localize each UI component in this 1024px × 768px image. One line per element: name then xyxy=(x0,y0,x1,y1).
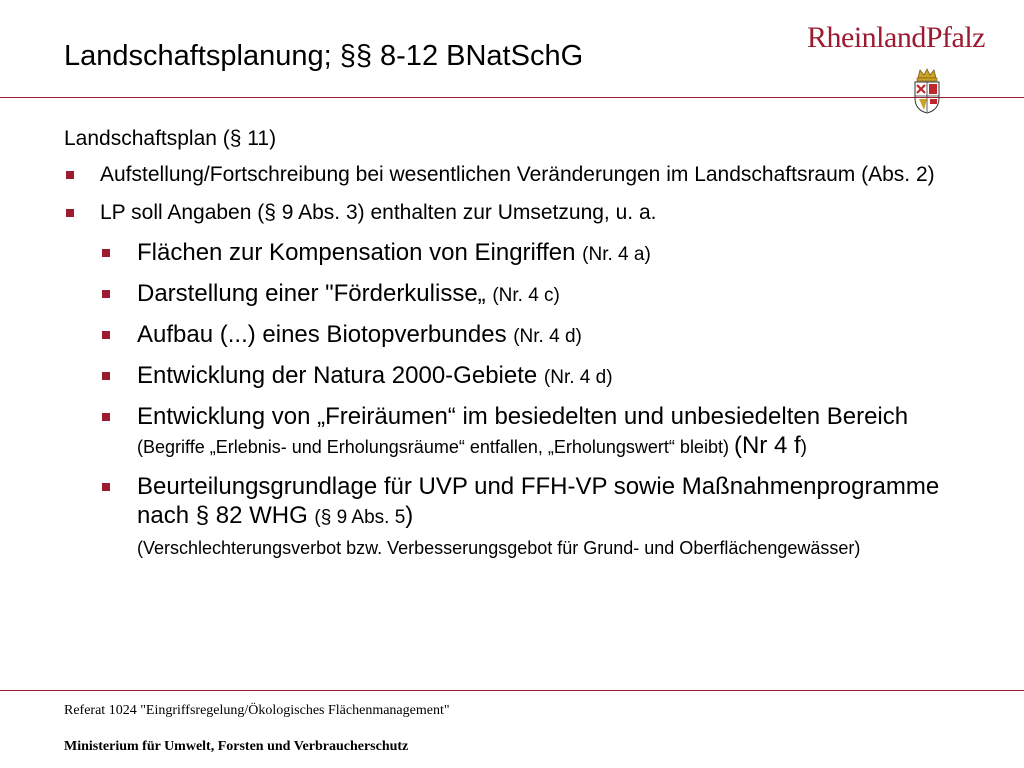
bullet-item xyxy=(64,200,964,226)
bullet-text: Aufstellung/Fortschreibung bei wesentlichen Veränderungen im Landschaftsraum (Abs. 2) xyxy=(100,163,935,186)
sub-bullet-text: Darstellung einer "Förderkulisse„ xyxy=(137,280,493,307)
bullet-text: LP soll Angaben (§ 9 Abs. 3) enthalten zur Umsetzung, u. a. xyxy=(100,201,657,224)
sub-bullet-text: Entwicklung von „Freiräumen“ im besiedelten und unbesiedelten Bereich xyxy=(137,403,909,430)
square-bullet-icon xyxy=(102,372,110,380)
sub-bullet-reference: (Nr. 4 d) xyxy=(513,326,582,347)
sub-bullet-reference: (Nr. 4 d) xyxy=(543,367,613,388)
sub-bullet-item xyxy=(64,279,964,310)
footer-divider xyxy=(0,690,1024,691)
square-bullet-icon xyxy=(66,171,74,179)
sub-bullet-reference-close: ) xyxy=(405,502,414,529)
slide-title: Landschaftsplanung; §§ 8-12 BNatSchG xyxy=(64,40,584,72)
square-bullet-icon xyxy=(102,413,110,421)
square-bullet-icon xyxy=(102,290,110,298)
sub-bullet-item xyxy=(64,238,964,269)
sub-bullet-reference: (Nr 4 f xyxy=(733,432,801,459)
sub-bullet-text: Beurteilungsgrundlage für UVP und FFH-VP sowie Maßnahmenprogramme nach § 82 WHG xyxy=(137,473,940,529)
sub-bullet-note: (Begriffe „Erlebnis- und Erholungsräume“ entfallen, „Erholungswert“ bleibt) xyxy=(137,437,734,457)
sub-bullet-note: (Verschlechterungsverbot bzw. Verbesserungsgebot für Grund- und Oberflächengewässer) xyxy=(137,538,861,558)
section-subheading: Landschaftsplan (§ 11) xyxy=(64,127,277,150)
sub-bullet-reference: (§ 9 Abs. 5 xyxy=(314,507,406,528)
rheinland-pfalz-logo xyxy=(796,18,996,114)
sub-bullet-item xyxy=(64,402,964,462)
logo-wordmark: RheinlandPfalz xyxy=(807,21,985,54)
sub-bullet-reference-close: ) xyxy=(800,437,807,458)
bullet-item xyxy=(64,162,964,188)
sub-bullet-item xyxy=(64,472,964,561)
sub-bullet-reference: (Nr. 4 a) xyxy=(582,244,651,265)
square-bullet-icon xyxy=(102,483,110,491)
header-divider xyxy=(0,97,1024,98)
sub-bullet-text: Entwicklung der Natura 2000-Gebiete xyxy=(137,362,544,389)
sub-bullet-text: Aufbau (...) eines Biotopverbundes xyxy=(137,321,514,348)
slide-body xyxy=(64,126,964,571)
square-bullet-icon xyxy=(102,331,110,339)
square-bullet-icon xyxy=(66,209,74,217)
footer-ministry: Ministerium für Umwelt, Forsten und Verbraucherschutz xyxy=(64,739,409,754)
coat-of-arms-icon xyxy=(912,68,942,114)
square-bullet-icon xyxy=(102,249,110,257)
footer-referat: Referat 1024 "Eingriffsregelung/Ökologisches Flächenmanagement" xyxy=(64,703,450,718)
sub-bullet-text: Flächen zur Kompensation von Eingriffen xyxy=(137,239,583,266)
sub-bullet-item xyxy=(64,320,964,351)
sub-bullet-item xyxy=(64,361,964,392)
sub-bullet-reference: (Nr. 4 c) xyxy=(492,285,560,306)
